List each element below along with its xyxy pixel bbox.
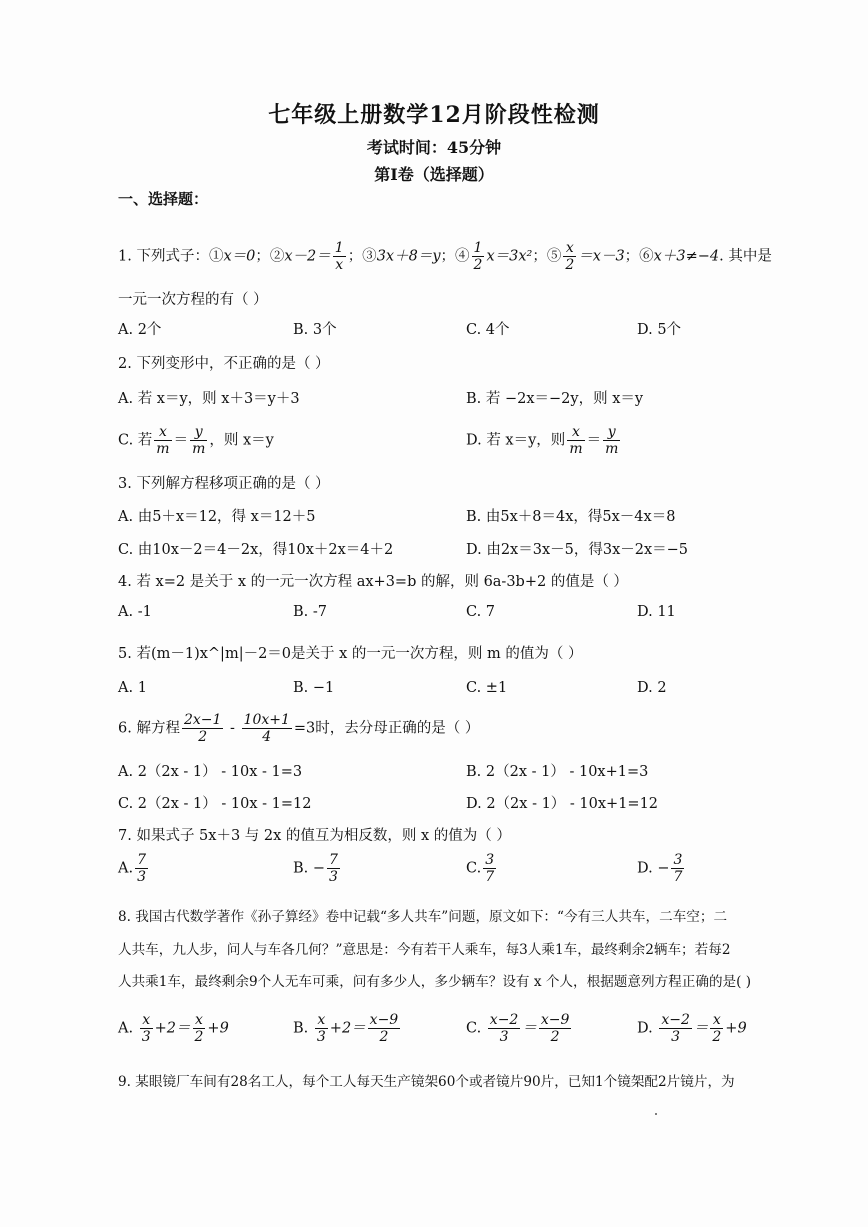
question-8-line-1: 8. 我国古代数学著作《孙子算经》卷中记载“多人共车”问题，原文如下：“今有三人共车，二车空；二 <box>118 909 728 925</box>
denominator: 2 <box>565 257 575 273</box>
denominator: 2 <box>550 1029 560 1045</box>
q4-option-c: C. 7 <box>466 604 496 620</box>
question-8-line-2: 人共车，九人步，问人与车各几何？”意思是：今有若干人乘车，每3人乘1车，最终剩余2辆车；若每2 <box>118 942 731 958</box>
q1-option-c: C. 4个 <box>466 322 510 338</box>
fraction <box>603 424 620 457</box>
q6-option-d: D. 2（2x - 1） - 10x+1=12 <box>466 796 659 812</box>
denominator: 3 <box>137 869 147 885</box>
denominator: 2 <box>198 729 208 745</box>
numerator: x <box>140 1012 153 1029</box>
question-9-line-1: 9. 某眼镜厂车间有28名工人，每个工人每天生产镜架60个或者镜片90片，已知1个镜架配2片镜片，为 <box>118 1074 735 1090</box>
q1-expr-3: 3x＋8＝y <box>376 248 441 265</box>
q8-option-d <box>637 1012 747 1045</box>
denominator: 2 <box>473 257 483 273</box>
q2-option-a: A. 若 x＝y，则 x＋3＝y＋3 <box>118 391 300 407</box>
denominator: 7 <box>673 869 683 885</box>
option-mid: ＝ <box>693 1020 709 1037</box>
fraction <box>483 852 496 885</box>
q1-expr-1: x＝0 <box>223 248 256 265</box>
denominator: m <box>156 441 170 457</box>
question-1-stem <box>118 240 772 273</box>
denominator: 3 <box>499 1029 509 1045</box>
question-7-stem: 7. 如果式子 5x＋3 与 2x 的值互为相反数，则 x 的值为（ ） <box>118 828 511 844</box>
option-tail: +9 <box>725 1020 747 1037</box>
q8-option-b <box>293 1012 402 1045</box>
denominator: m <box>605 441 619 457</box>
numerator: 10x+1 <box>243 712 290 728</box>
question-8-line-3: 人共乘1车，最终剩余9个人无车可乘，问有多少人，多少辆车？设有 x 个人，根据题意列方程正确的是( ) <box>118 974 752 990</box>
q6-option-b: B. 2（2x - 1） - 10x+1=3 <box>466 764 649 780</box>
q1-option-a: A. 2个 <box>118 322 162 338</box>
option-label: A. <box>118 860 134 877</box>
option-label: C. 若 <box>118 432 153 449</box>
fraction <box>327 852 340 885</box>
numerator: x <box>710 1012 723 1029</box>
question-1-stem-line2: 一元一次方程的有（ ） <box>118 292 268 308</box>
fraction <box>193 1012 206 1045</box>
denominator: x <box>335 257 344 273</box>
option-label: A. <box>118 1020 134 1037</box>
numerator: y <box>190 424 207 441</box>
q1-sep: ；④ <box>440 248 470 265</box>
fraction <box>671 852 684 885</box>
q5-option-d: D. 2 <box>637 680 667 696</box>
numerator: x <box>567 424 584 441</box>
option-label: B. <box>293 1020 309 1037</box>
question-2-stem: 2. 下列变形中，不正确的是（ ） <box>118 356 330 372</box>
exam-time: 考试时间：45分钟 <box>366 138 502 157</box>
fraction <box>315 1012 328 1045</box>
q1-sep: ；⑤ <box>532 248 562 265</box>
q1-expr-5-fraction <box>563 240 576 273</box>
equals-sign: ＝ <box>173 432 189 449</box>
q4-option-b: B. -7 <box>293 604 327 620</box>
q1-expr-4-fraction <box>472 240 485 273</box>
numerator: 3 <box>673 852 683 868</box>
q1-option-b: B. 3个 <box>293 322 337 338</box>
q2-option-c <box>118 424 274 457</box>
numerator: x−9 <box>369 1012 399 1028</box>
q1-prefix: 1. 下列式子：① <box>118 248 224 265</box>
scan-speck <box>655 1113 657 1115</box>
numerator: 2x−1 <box>183 712 222 728</box>
numerator: 1 <box>334 240 344 256</box>
option-label: C. <box>466 860 482 877</box>
q2-option-d <box>466 424 622 457</box>
fraction <box>368 1012 401 1045</box>
denominator: 3 <box>316 1029 326 1045</box>
fraction <box>182 712 223 745</box>
q6-option-c: C. 2（2x - 1） - 10x - 1=12 <box>118 796 312 812</box>
fraction <box>154 424 171 457</box>
q7-option-d <box>637 852 686 885</box>
denominator: 3 <box>671 1029 681 1045</box>
option-mid: +2＝ <box>329 1020 366 1037</box>
numerator: x <box>154 424 171 441</box>
volume-heading: 第I卷（选择题） <box>374 165 494 184</box>
denominator: m <box>192 441 206 457</box>
q3-option-b: B. 由5x＋8＝4x，得5x－4x＝8 <box>466 509 676 525</box>
q1-sep: ；⑥ <box>624 248 654 265</box>
minus-sign: - <box>225 720 240 737</box>
fraction <box>710 1012 723 1045</box>
q3-option-a: A. 由5＋x＝12，得 x＝12＋5 <box>118 509 316 525</box>
equals-sign: ＝ <box>586 432 602 449</box>
q1-expr-4-right: x＝3x² <box>486 248 533 265</box>
option-mid: +2＝ <box>154 1020 191 1037</box>
numerator: 1 <box>473 240 483 256</box>
fraction <box>140 1012 153 1045</box>
denominator: 2 <box>194 1029 204 1045</box>
numerator: x−2 <box>489 1012 519 1028</box>
numerator: x <box>563 240 576 257</box>
option-label: D. <box>637 1020 653 1037</box>
q2-option-b: B. 若 −2x＝−2y，则 x＝y <box>466 391 644 407</box>
q3-option-d: D. 由2x＝3x－5，得3x－2x＝−5 <box>466 542 689 558</box>
q7-option-c <box>466 852 498 885</box>
numerator: x−9 <box>540 1012 570 1028</box>
fraction <box>567 424 584 457</box>
page-title: 七年级上册数学12月阶段性检测 <box>268 102 600 128</box>
q1-tail: . 其中是 <box>719 248 772 265</box>
option-label: B. − <box>293 860 326 877</box>
fraction <box>659 1012 692 1045</box>
option-label: D. 若 x＝y，则 <box>466 432 566 449</box>
question-4-stem: 4. 若 x=2 是关于 x 的一元一次方程 ax+3=b 的解，则 6a-3b+2 的值是（ ） <box>118 574 628 590</box>
numerator: x <box>193 1012 206 1029</box>
q1-expr-6: x＋3≠−4 <box>653 248 720 265</box>
q1-sep: ；② <box>255 248 285 265</box>
q4-option-a: A. -1 <box>118 604 152 620</box>
q3-option-c: C. 由10x－2＝4－2x，得10x＋2x＝4＋2 <box>118 542 394 558</box>
denominator: 3 <box>329 869 338 885</box>
fraction <box>135 852 148 885</box>
numerator: x <box>315 1012 328 1029</box>
denominator: 3 <box>141 1029 151 1045</box>
q1-expr-2-left: x－2＝ <box>284 248 331 265</box>
q1-expr-5-right: ＝x－3 <box>578 248 625 265</box>
question-5-stem: 5. 若(m－1)x^|m|－2＝0是关于 x 的一元一次方程，则 m 的值为（ ） <box>118 646 583 662</box>
fraction <box>539 1012 572 1045</box>
denominator: 4 <box>262 729 272 745</box>
numerator: 7 <box>329 852 338 868</box>
question-6-stem <box>118 712 479 745</box>
option-tail: ，则 x＝y <box>209 432 274 449</box>
q6-prefix: 6. 解方程 <box>118 720 180 737</box>
fraction <box>488 1012 521 1045</box>
q8-option-c <box>466 1012 573 1045</box>
q1-sep: ；③ <box>347 248 377 265</box>
q5-option-c: C. ±1 <box>466 680 508 696</box>
q7-option-b <box>293 852 342 885</box>
q6-option-a: A. 2（2x - 1） - 10x - 1=3 <box>118 764 303 780</box>
question-3-stem: 3. 下列解方程移项正确的是（ ） <box>118 476 330 492</box>
q5-option-a: A. 1 <box>118 680 147 696</box>
q7-option-a <box>118 852 150 885</box>
q1-option-d: D. 5个 <box>637 322 682 338</box>
option-mid: ＝ <box>522 1020 537 1037</box>
numerator: 7 <box>137 852 147 868</box>
numerator: x−2 <box>661 1012 690 1028</box>
section-heading: 一、选择题： <box>118 190 209 208</box>
option-tail: +9 <box>207 1020 229 1037</box>
q8-option-a <box>118 1012 229 1045</box>
numerator: y <box>603 424 620 441</box>
option-label: D. − <box>637 860 670 877</box>
denominator: m <box>569 441 583 457</box>
fraction <box>242 712 292 745</box>
numerator: 3 <box>485 852 495 868</box>
denominator: 2 <box>379 1029 389 1045</box>
q6-tail: =3时，去分母正确的是（ ） <box>293 720 480 737</box>
q5-option-b: B. −1 <box>293 680 335 696</box>
option-label: C. <box>466 1020 482 1037</box>
q1-expr-2-fraction <box>333 240 346 273</box>
fraction <box>190 424 207 457</box>
q4-option-d: D. 11 <box>637 604 676 620</box>
denominator: 7 <box>485 869 495 885</box>
denominator: 2 <box>712 1029 722 1045</box>
